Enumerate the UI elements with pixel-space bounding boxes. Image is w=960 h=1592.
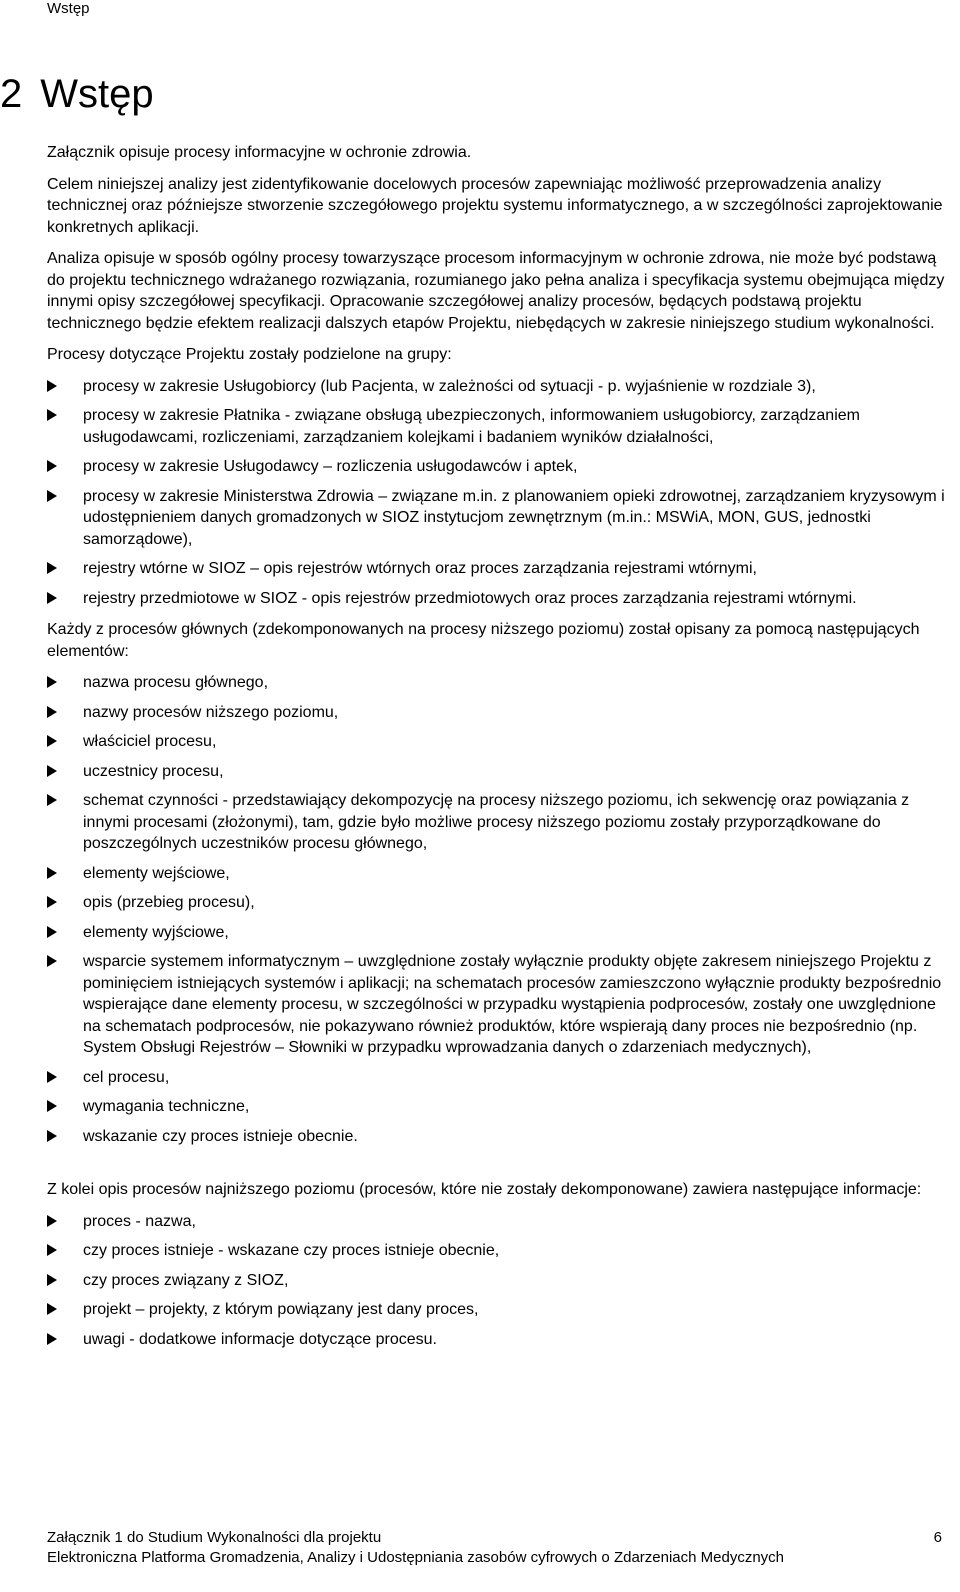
triangle-bullet-icon <box>47 1100 57 1112</box>
list-item: rejestry przedmiotowe w SIOZ - opis rejestrów przedmiotowych oraz proces zarządzania rejestrami wtórnymi. <box>47 588 947 610</box>
triangle-bullet-icon <box>47 794 57 806</box>
triangle-bullet-icon <box>47 676 57 688</box>
triangle-bullet-icon <box>47 592 57 604</box>
list-item: wskazanie czy proces istnieje obecnie. <box>47 1126 947 1148</box>
triangle-bullet-icon <box>47 490 57 502</box>
list-item: proces - nazwa, <box>47 1211 947 1233</box>
list-item: czy proces istnieje - wskazane czy proces istnieje obecnie, <box>47 1240 947 1262</box>
list-item: wsparcie systemem informatycznym – uwzględnione zostały wyłącznie produkty objęte zakresem niniejszego Projektu z pominięciem istniejących systemów i aplikacji; na schematach procesów zamieszczono wyłącznie produkty bezpośrednio wspierające dane elementy procesu, w szczególności w przypadku wystąpienia podprocesów, zostały one uwzględnione na schematach podprocesów, nie pokazywano również produktów, które wspierają dany proces nie bezpośrednio (np. System Obsługi Rejestrów – Słowniki w przypadku wprowadzania danych o zdarzeniach medycznych), <box>47 951 947 1059</box>
triangle-bullet-icon <box>47 562 57 574</box>
triangle-bullet-icon <box>47 1215 57 1227</box>
triangle-bullet-icon <box>47 1130 57 1142</box>
elements-list <box>47 672 947 1147</box>
footer-line-1: Załącznik 1 do Studium Wykonalności dla projektu <box>47 1529 382 1546</box>
list-item: elementy wyjściowe, <box>47 922 947 944</box>
paragraph-goal: Celem niniejszej analizy jest zidentyfikowanie docelowych procesów zapewniając możliwość przeprowadzenia analizy technicznej oraz późniejsze stworzenie szczegółowego projektu systemu informatycznego, a w szczególności zaprojektowanie konkretnych aplikacji. <box>47 175 943 236</box>
page-footer <box>47 1528 947 1568</box>
triangle-bullet-icon <box>47 955 57 967</box>
list-item: procesy w zakresie Płatnika - związane obsługą ubezpieczonych, informowaniem usługobiorcy, zarządzaniem usługodawcami, rozliczeniami, zarządzaniem kolejkami i badaniem wyników działalności, <box>47 405 947 448</box>
list-item: uczestnicy procesu, <box>47 761 947 783</box>
section-title: Wstęp <box>40 72 154 116</box>
running-header: Wstęp <box>47 0 90 17</box>
list-item: wymagania techniczne, <box>47 1096 947 1118</box>
triangle-bullet-icon <box>47 735 57 747</box>
list-item: właściciel procesu, <box>47 731 947 753</box>
section-number: 2 <box>0 72 23 116</box>
triangle-bullet-icon <box>47 1274 57 1286</box>
paragraph-info-intro: Z kolei opis procesów najniższego poziomu (procesów, które nie zostały dekomponowane) zawiera następujące informacje: <box>47 1181 922 1198</box>
triangle-bullet-icon <box>47 1333 57 1345</box>
list-item: nazwa procesu głównego, <box>47 672 947 694</box>
paragraph-elements-intro: Każdy z procesów głównych (zdekomponowanych na procesy niższego poziomu) został opisany za pomocą następujących elementów: <box>47 621 920 660</box>
list-item: opis (przebieg procesu), <box>47 892 947 914</box>
triangle-bullet-icon <box>47 1244 57 1256</box>
page-number: 6 <box>933 1529 942 1546</box>
triangle-bullet-icon <box>47 460 57 472</box>
footer-line-2: Elektroniczna Platforma Gromadzenia, Analizy i Udostępniania zasobów cyfrowych o Zdarzeniach Medycznych <box>47 1549 785 1566</box>
list-item: rejestry wtórne w SIOZ – opis rejestrów wtórnych oraz proces zarządzania rejestrami wtórnymi, <box>47 558 947 580</box>
info-list <box>47 1211 947 1351</box>
document-body <box>47 142 947 1360</box>
list-item: schemat czynności - przedstawiający dekompozycję na procesy niższego poziomu, ich sekwencję oraz powiązania z innymi procesami (złożonymi), tam, gdzie było możliwe procesy niższego poziomu zostały przyporządkowane do poszczególnych uczestników procesu głównego, <box>47 790 947 855</box>
spacer <box>47 1157 947 1179</box>
triangle-bullet-icon <box>47 765 57 777</box>
triangle-bullet-icon <box>47 926 57 938</box>
list-item: procesy w zakresie Usługobiorcy (lub Pacjenta, w zależności od sytuacji - p. wyjaśnienie w rozdziale 3), <box>47 376 947 398</box>
list-item: elementy wejściowe, <box>47 863 947 885</box>
section-heading <box>0 70 154 118</box>
triangle-bullet-icon <box>47 706 57 718</box>
groups-list <box>47 376 947 610</box>
triangle-bullet-icon <box>47 867 57 879</box>
list-item: uwagi - dodatkowe informacje dotyczące procesu. <box>47 1329 947 1351</box>
list-item: projekt – projekty, z którym powiązany jest dany proces, <box>47 1299 947 1321</box>
triangle-bullet-icon <box>47 409 57 421</box>
paragraph-scope: Analiza opisuje w sposób ogólny procesy towarzyszące procesom informacyjnym w ochronie zdrowa, nie może być podstawą do projektu technicznego wdrażanego rozwiązania, rozumianego jako pełna analiza i specyfikacja systemu obejmująca między innymi opisy szczegółowej specyfikacji. Opracowanie szczegółowej analizy procesów, będących podstawą projektu technicznego będzie efektem realizacji dalszych etapów Projektu, niebędących w zakresie niniejszego studium wykonalności. <box>47 250 945 332</box>
list-item: czy proces związany z SIOZ, <box>47 1270 947 1292</box>
triangle-bullet-icon <box>47 380 57 392</box>
list-item: nazwy procesów niższego poziomu, <box>47 702 947 724</box>
triangle-bullet-icon <box>47 1071 57 1083</box>
list-item: procesy w zakresie Usługodawcy – rozliczenia usługodawców i aptek, <box>47 456 947 478</box>
triangle-bullet-icon <box>47 1303 57 1315</box>
triangle-bullet-icon <box>47 896 57 908</box>
list-item: cel procesu, <box>47 1067 947 1089</box>
paragraph-groups-intro: Procesy dotyczące Projektu zostały podzielone na grupy: <box>47 346 452 363</box>
paragraph-intro: Załącznik opisuje procesy informacyjne w ochronie zdrowia. <box>47 144 472 161</box>
list-item: procesy w zakresie Ministerstwa Zdrowia – związane m.in. z planowaniem opieki zdrowotnej, zarządzaniem kryzysowym i udostępnieniem danych gromadzonych w SIOZ instytucjom zewnętrznym (m.in.: MSWiA, MON, GUS, jednostki samorządowe), <box>47 486 947 551</box>
